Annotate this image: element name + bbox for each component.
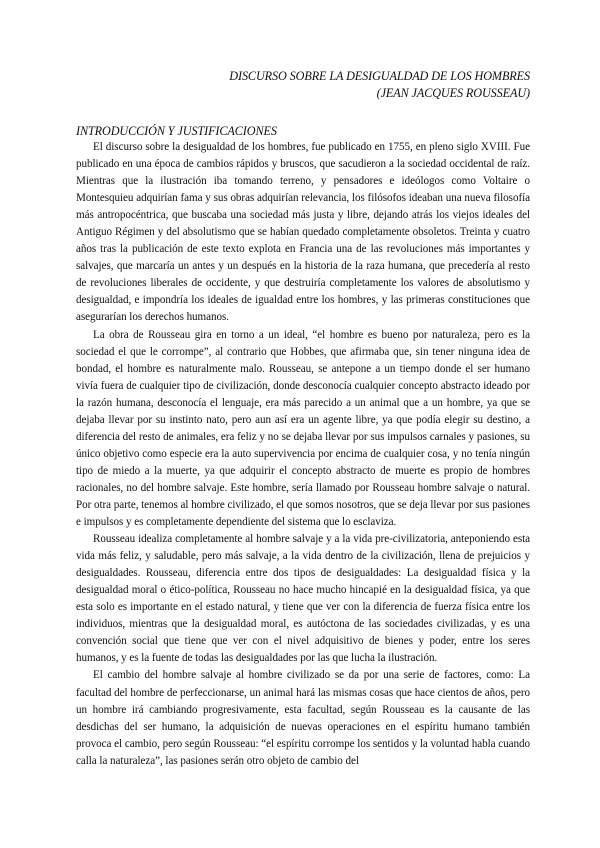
body-text <box>76 139 530 770</box>
paragraph: Rousseau idealiza completamente al hombre salvaje y a la vida pre-civilizatoria, anteponiendo esta vida más feliz, y saludable, pero más salvaje, a la vida dentro de la civilización, llena de prejuicios y desigualdades. Rousseau, diferencia entre dos tipos de desigualdades: La desigualdad física y la desigualdad moral o ético-política, Rousseau no hace mucho hincapié en la desigualdad física, ya que esta solo es importante en el estado natural, y tiene que ver con la diferencia de fuerza física entre los individuos, mientras que la desigualdad moral, es autóctona de las sociedades civilizadas, y es una convención social que tiene que ver con el nivel adquisitivo de bienes y poder, entre los seres humanos, y es la fuente de todas las desigualdades por las que lucha la ilustración. <box>76 533 530 665</box>
paragraph: La obra de Rousseau gira en torno a un ideal, “el hombre es bueno por naturaleza, pero es la sociedad el que le corrompe”, al contrario que Hobbes, que afirmaba que, sin tener ninguna idea de bondad, el hombre es naturalmente malo. Rousseau, se antepone a un tiempo donde el ser humano vivía fuera de cualquier tipo de civilización, donde desconocía cualquier concepto abstracto ideado por la razón humana, desconocía el lenguaje, era más parecido a un animal que a un hombre, ya que se dejaba llevar por su instinto nato, pero aun así era un agente libre, ya que podía elegir su destino, a diferencia del resto de animales, era feliz y no se dejaba llevar por sus impulsos carnales y pasiones, su único objetivo como especie era la auto supervivencia por encima de cualquier cosa, y no tenía ningún tipo de miedo a la muerte, ya que adquirir el concepto abstracto de muerte es propio de hombres racionales, no del hombre salvaje. Este hombre, sería llamado por Rousseau hombre salvaje o natural. Por otra parte, tenemos al hombre civilizado, el que somos nosotros, que se deja llevar por sus pasiones e impulsos y es completamente dependiente del sistema que lo esclaviza. <box>76 328 530 529</box>
section-title: INTRODUCCIÓN Y JUSTIFICACIONES <box>76 124 277 138</box>
document-title: DISCURSO SOBRE LA DESIGUALDAD DE LOS HOMBRES <box>229 69 530 83</box>
document-page <box>76 68 530 770</box>
document-author: (JEAN JACQUES ROUSSEAU) <box>376 86 530 100</box>
document-header <box>76 68 530 102</box>
paragraph: El discurso sobre la desigualdad de los hombres, fue publicado en 1755, en pleno siglo XVIII. Fue publicado en una época de cambios rápidos y bruscos, que sacudieron a la sociedad occidental de raíz. Mientras que la ilustración iba tomando terreno, y pensadores e ideólogos como Voltaire o Montesquieu adquirían fama y sus obras adquirían relevancia, los filósofos ideaban una nueva filosofía más antropocéntrica, que buscaba una sociedad más justa y libre, dejando atrás los viejos ideales del Antiguo Régimen y del absolutismo que se habían quedado completamente obsoletos. Treinta y cuatro años tras la publicación de este texto explota en Francia una de las revoluciones más importantes y salvajes, que marcaría un antes y un después en la historia de la raza humana, que precedería al resto de revoluciones liberales de occidente, y que destruiría completamente los valores de absolutismo y desigualdad, e impondría los ideales de igualdad entre los hombres, y las primeras constituciones que asegurarían los derechos humanos. <box>76 141 530 324</box>
paragraph: El cambio del hombre salvaje al hombre civilizado se da por una serie de factores, como: La facultad del hombre de perfeccionarse, un animal hará las mismas cosas que hace cientos de años, pero un hombre irá cambiando progresivamente, esta facultad, según Rousseau es la causante de las desdichas del ser humano, la adquisición de nuevas operaciones en el espíritu humano también provoca el cambio, pero según Rousseau: “el espíritu corrompe los sentidos y la voluntad habla cuando calla la naturaleza”, las pasiones serán otro objeto de cambio del <box>76 669 530 767</box>
